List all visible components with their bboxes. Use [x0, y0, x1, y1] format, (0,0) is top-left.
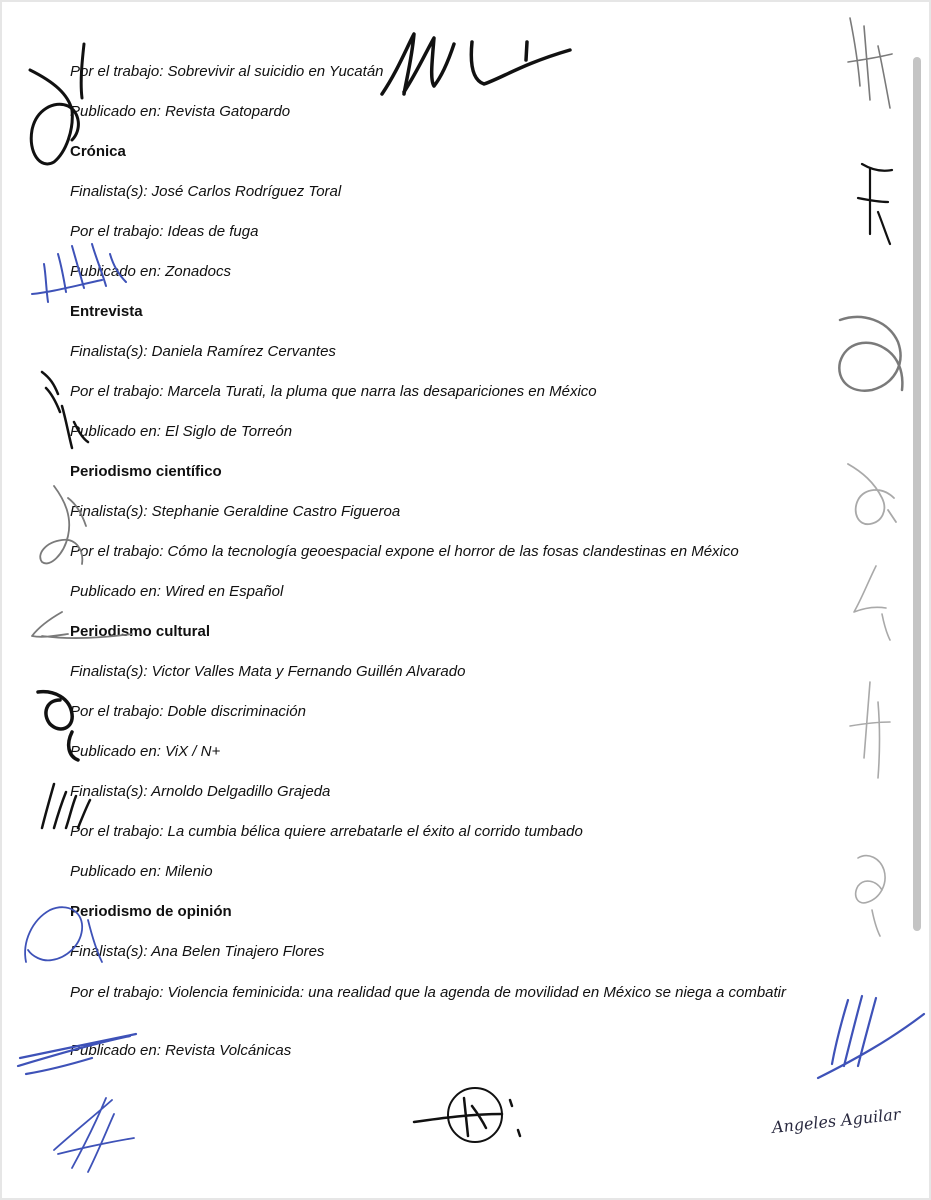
document-page	[2, 2, 929, 1198]
entry-publicado-en: Publicado en: Revista Gatopardo	[70, 103, 291, 120]
signature-handwritten-name: Angeles Aguilar	[771, 1104, 902, 1137]
signature-left-5	[32, 612, 132, 638]
section-heading-entrevista: Entrevista	[70, 303, 143, 320]
signature-right-5	[854, 566, 890, 640]
section-heading-periodismo-cientifico: Periodismo científico	[70, 463, 222, 480]
signature-left-7	[42, 784, 90, 828]
entry-por-el-trabajo: Por el trabajo: Violencia feminicida: una realidad que la agenda de movilidad en México se niega a combatir	[70, 984, 786, 1001]
entry-finalista: Finalista(s): José Carlos Rodríguez Toral	[70, 183, 342, 200]
entry-publicado-en: Publicado en: Zonadocs	[70, 263, 231, 280]
entry-por-el-trabajo: Por el trabajo: Doble discriminación	[70, 703, 306, 720]
signature-left-8	[25, 907, 102, 962]
entry-publicado-en: Publicado en: Revista Volcánicas	[70, 1042, 292, 1059]
entry-publicado-en: Publicado en: ViX / N+	[70, 743, 221, 760]
section-heading-cronica: Crónica	[70, 143, 126, 160]
entry-finalista: Finalista(s): Ana Belen Tinajero Flores	[70, 943, 325, 960]
signature-right-3	[839, 317, 902, 391]
signature-left-3	[42, 372, 88, 448]
signature-right-7	[856, 856, 885, 936]
entry-por-el-trabajo: Por el trabajo: Sobrevivir al suicidio en Yucatán	[70, 63, 384, 80]
entry-por-el-trabajo: Por el trabajo: Cómo la tecnología geoespacial expone el horror de las fosas clandestinas en México	[70, 543, 739, 560]
signature-right-4	[848, 464, 896, 524]
entry-finalista: Finalista(s): Stephanie Geraldine Castro Figueroa	[70, 503, 401, 520]
entry-por-el-trabajo: Por el trabajo: Marcela Turati, la pluma que narra las desapariciones en México	[70, 383, 597, 400]
signature-left-2	[32, 244, 126, 302]
signature-top-center	[382, 34, 570, 94]
signature-right-8	[818, 996, 924, 1078]
signature-bottom-left	[54, 1098, 134, 1172]
entry-finalista: Finalista(s): Victor Valles Mata y Fernando Guillén Alvarado	[70, 663, 466, 680]
section-heading-periodismo-cultural: Periodismo cultural	[70, 623, 211, 640]
signature-left-1	[30, 44, 84, 164]
entry-por-el-trabajo: Por el trabajo: La cumbia bélica quiere arrebatarle el éxito al corrido tumbado	[70, 823, 583, 840]
entry-publicado-en: Publicado en: Milenio	[70, 863, 213, 880]
scrollbar[interactable]	[913, 57, 921, 931]
signature-bottom-center	[414, 1098, 520, 1136]
entry-finalista: Finalista(s): Daniela Ramírez Cervantes	[70, 343, 336, 360]
section-heading-periodismo-de-opinion: Periodismo de opinión	[70, 903, 232, 920]
entry-publicado-en: Publicado en: Wired en Español	[70, 583, 284, 600]
entry-por-el-trabajo: Por el trabajo: Ideas de fuga	[70, 223, 259, 240]
signature-right-6	[850, 682, 890, 778]
signature-right-2	[858, 164, 892, 244]
entry-finalista: Finalista(s): Arnoldo Delgadillo Grajeda	[70, 783, 331, 800]
signatures-layer	[2, 2, 929, 1198]
signature-left-6	[38, 692, 78, 760]
signature-left-9	[18, 1034, 136, 1074]
entry-publicado-en: Publicado en: El Siglo de Torreón	[70, 423, 293, 440]
signature-left-4	[40, 486, 86, 564]
signature-right-1	[848, 18, 892, 108]
